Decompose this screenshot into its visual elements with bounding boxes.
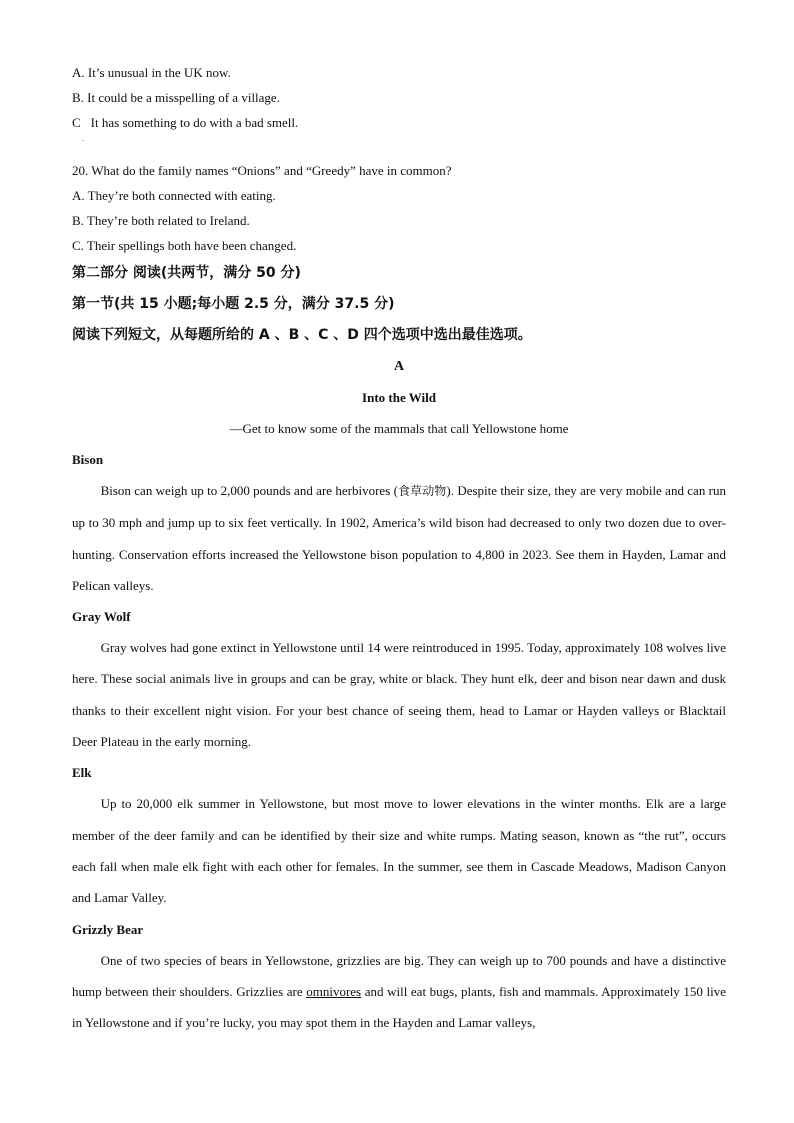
q19-option-c-text: It has something to do with a bad smell. <box>90 115 299 130</box>
q20-option-c: C. Their spellings both have been changed. <box>72 238 297 253</box>
exam-page <box>72 60 726 1038</box>
section-heading-grizzly: Grizzly Bear <box>72 921 144 937</box>
instructions: 阅读下列短文，从每题所给的 A 、B 、C 、D 四个选项中选出最佳选项。 <box>72 327 532 343</box>
gloss-herbivores: 食草动物 <box>397 484 447 498</box>
underlined-word-omnivores: omnivores <box>306 983 362 999</box>
section-heading-elk: Elk <box>72 765 92 781</box>
paragraph-bison: Bison can weigh up to 2,000 pounds and are herbivores (食草动物). Despite their size, they are very mobile and can run up to 30 mph and jump up to six feet vertically. In 1902, America’s wild bison had decreased to only two dozen due to over-hunting. Conservation efforts increased the Yellowstone bison population to 4,800 in 2023. See them in Hayden, Lamar and Pelican valleys. <box>72 483 726 593</box>
q19-option-c <box>72 110 726 135</box>
q19-option-c-letter: C <box>72 115 81 130</box>
paragraph-gray-wolf: Gray wolves had gone extinct in Yellowstone until 14 were reintroduced in 1995. Today, approximately 108 wolves live here. These social animals live in groups and can be gray, white or black. They hunt elk, deer and bison near dawn and dusk thanks to their excellent night vision. For your best chance of seeing them, head to Lamar or Hayden valleys or Blacktail Deer Plateau in the early morning. <box>72 640 726 750</box>
article-subtitle: —Get to know some of the mammals that call Yellowstone home <box>229 421 569 436</box>
passage-letter: A <box>393 359 405 374</box>
q20-option-a: A. They’re both connected with eating. <box>72 188 276 203</box>
q20-question: 20. What do the family names “Onions” and “Greedy” have in common? <box>72 163 452 178</box>
q19-option-a: A. It’s unusual in the UK now. <box>72 65 231 80</box>
section-one-title: 第一节(共 15 小题;每小题 2.5 分，满分 37.5 分) <box>72 296 395 312</box>
part-two-title: 第二部分 阅读(共两节，满分 50 分) <box>72 265 301 281</box>
section-heading-bison: Bison <box>72 452 104 467</box>
paragraph-grizzly: One of two species of bears in Yellowstone, grizzlies are big. They can weigh up to 700 pounds and have a distinctive hump between their shoulders. Grizzlies are omnivores and will eat bugs, plants, fish and mammals. Approximately 150 live in Yellowstone and if you’re lucky, you may spot them in the Hayden and Lamar valleys, <box>72 952 726 1031</box>
q19-option-b: B. It could be a misspelling of a village. <box>72 90 280 105</box>
paragraph-elk: Up to 20,000 elk summer in Yellowstone, but most move to lower elevations in the winter months. Elk are a large member of the deer family and can be identified by their size and white rumps. Mating season, known as “the rut”, occurs each fall when male elk fight with each other for females. In the summer, see them in Cascade Meadows, Madison Canyon and Lamar Valley. <box>72 796 726 906</box>
q20-option-b: B. They’re both related to Ireland. <box>72 213 250 228</box>
section-heading-gray-wolf: Gray Wolf <box>72 609 131 625</box>
stray-mark: . <box>82 134 84 143</box>
article-title: Into the Wild <box>362 390 436 405</box>
